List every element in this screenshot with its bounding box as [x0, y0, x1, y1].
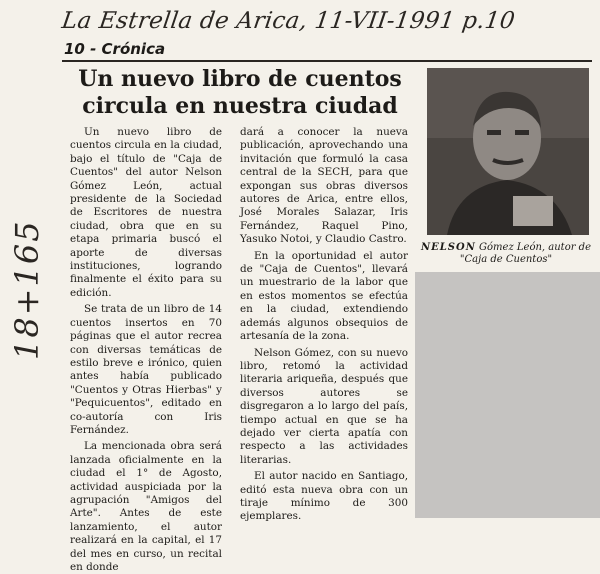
- paragraph: El autor nacido en Santiago, editó esta nueva obra con un tiraje mínimo de 300 ejemplares.: [240, 470, 408, 523]
- article-column-1: [70, 126, 222, 574]
- paragraph: La mencionada obra será lanzada oficialmente en la ciudad el 1° de Agosto, actividad auspiciada por la agrupación "Amigos del Arte". Antes de este lanzamiento, el autor realizará en la capital, el 17 del mes en curso, un recital en donde: [70, 440, 222, 573]
- header-rule: [62, 60, 592, 62]
- paragraph: Se trata de un libro de 14 cuentos insertos en 70 páginas que el autor recrea con diversas temáticas de estilo breve e irónico, quien antes había publicado "Cuentos y Otras Hierbas" y "Pequicuentos", editado en co-autoría con Iris Fernández.: [70, 303, 222, 436]
- paragraph: Nelson Gómez, con su nuevo libro, retomó la actividad literaria ariqueña, después que diversos autores se disgregaron a lo largo del país, tiempo actual en que se ha dejado ver cierta apatía con respecto a las actividades literarias.: [240, 346, 408, 466]
- caption-name: NELSON: [420, 242, 476, 253]
- author-photo: [427, 68, 589, 235]
- paragraph: Un nuevo libro de cuentos circula en la ciudad, bajo el título de "Caja de Cuentos" del autor Nelson Gómez León, actual presidente de la Sociedad de Escritores de nuestra ciudad, obra que en su etapa primaria buscó el aporte de diversas instituciones, logrando finalmente el éxito para su edición.: [70, 126, 222, 299]
- blank-region: [415, 272, 600, 518]
- caption-text: Gómez León, autor de "Caja de Cuentos": [459, 242, 591, 265]
- article-column-2: [240, 126, 408, 524]
- paragraph: En la oportunidad el autor de "Caja de Cuentos", llevará un muestrario de la labor que en estos momentos se efectúa en la ciudad, extendiendo además algunos obsequios de artesanía de la zona.: [240, 249, 408, 343]
- paragraph: dará a conocer la nueva publicación, aprovechando una invitación que formuló la casa central de la SECH, para que expongan sus obras diversos autores de Arica, entre ellos, José Morales Salazar, Iris Fernández, Raquel Pino, Yasuko Notoi, y Claudio Castro.: [240, 126, 408, 246]
- handwritten-margin-note: 18+165: [8, 219, 46, 360]
- headline: Un nuevo libro de cuentos circula en nuestra ciudad: [78, 66, 402, 119]
- handwritten-source-note: La Estrella de Arica, 11-VII-1991 p.10: [60, 8, 517, 34]
- section-label: 10 - Crónica: [64, 40, 166, 58]
- photo-caption: [420, 242, 592, 266]
